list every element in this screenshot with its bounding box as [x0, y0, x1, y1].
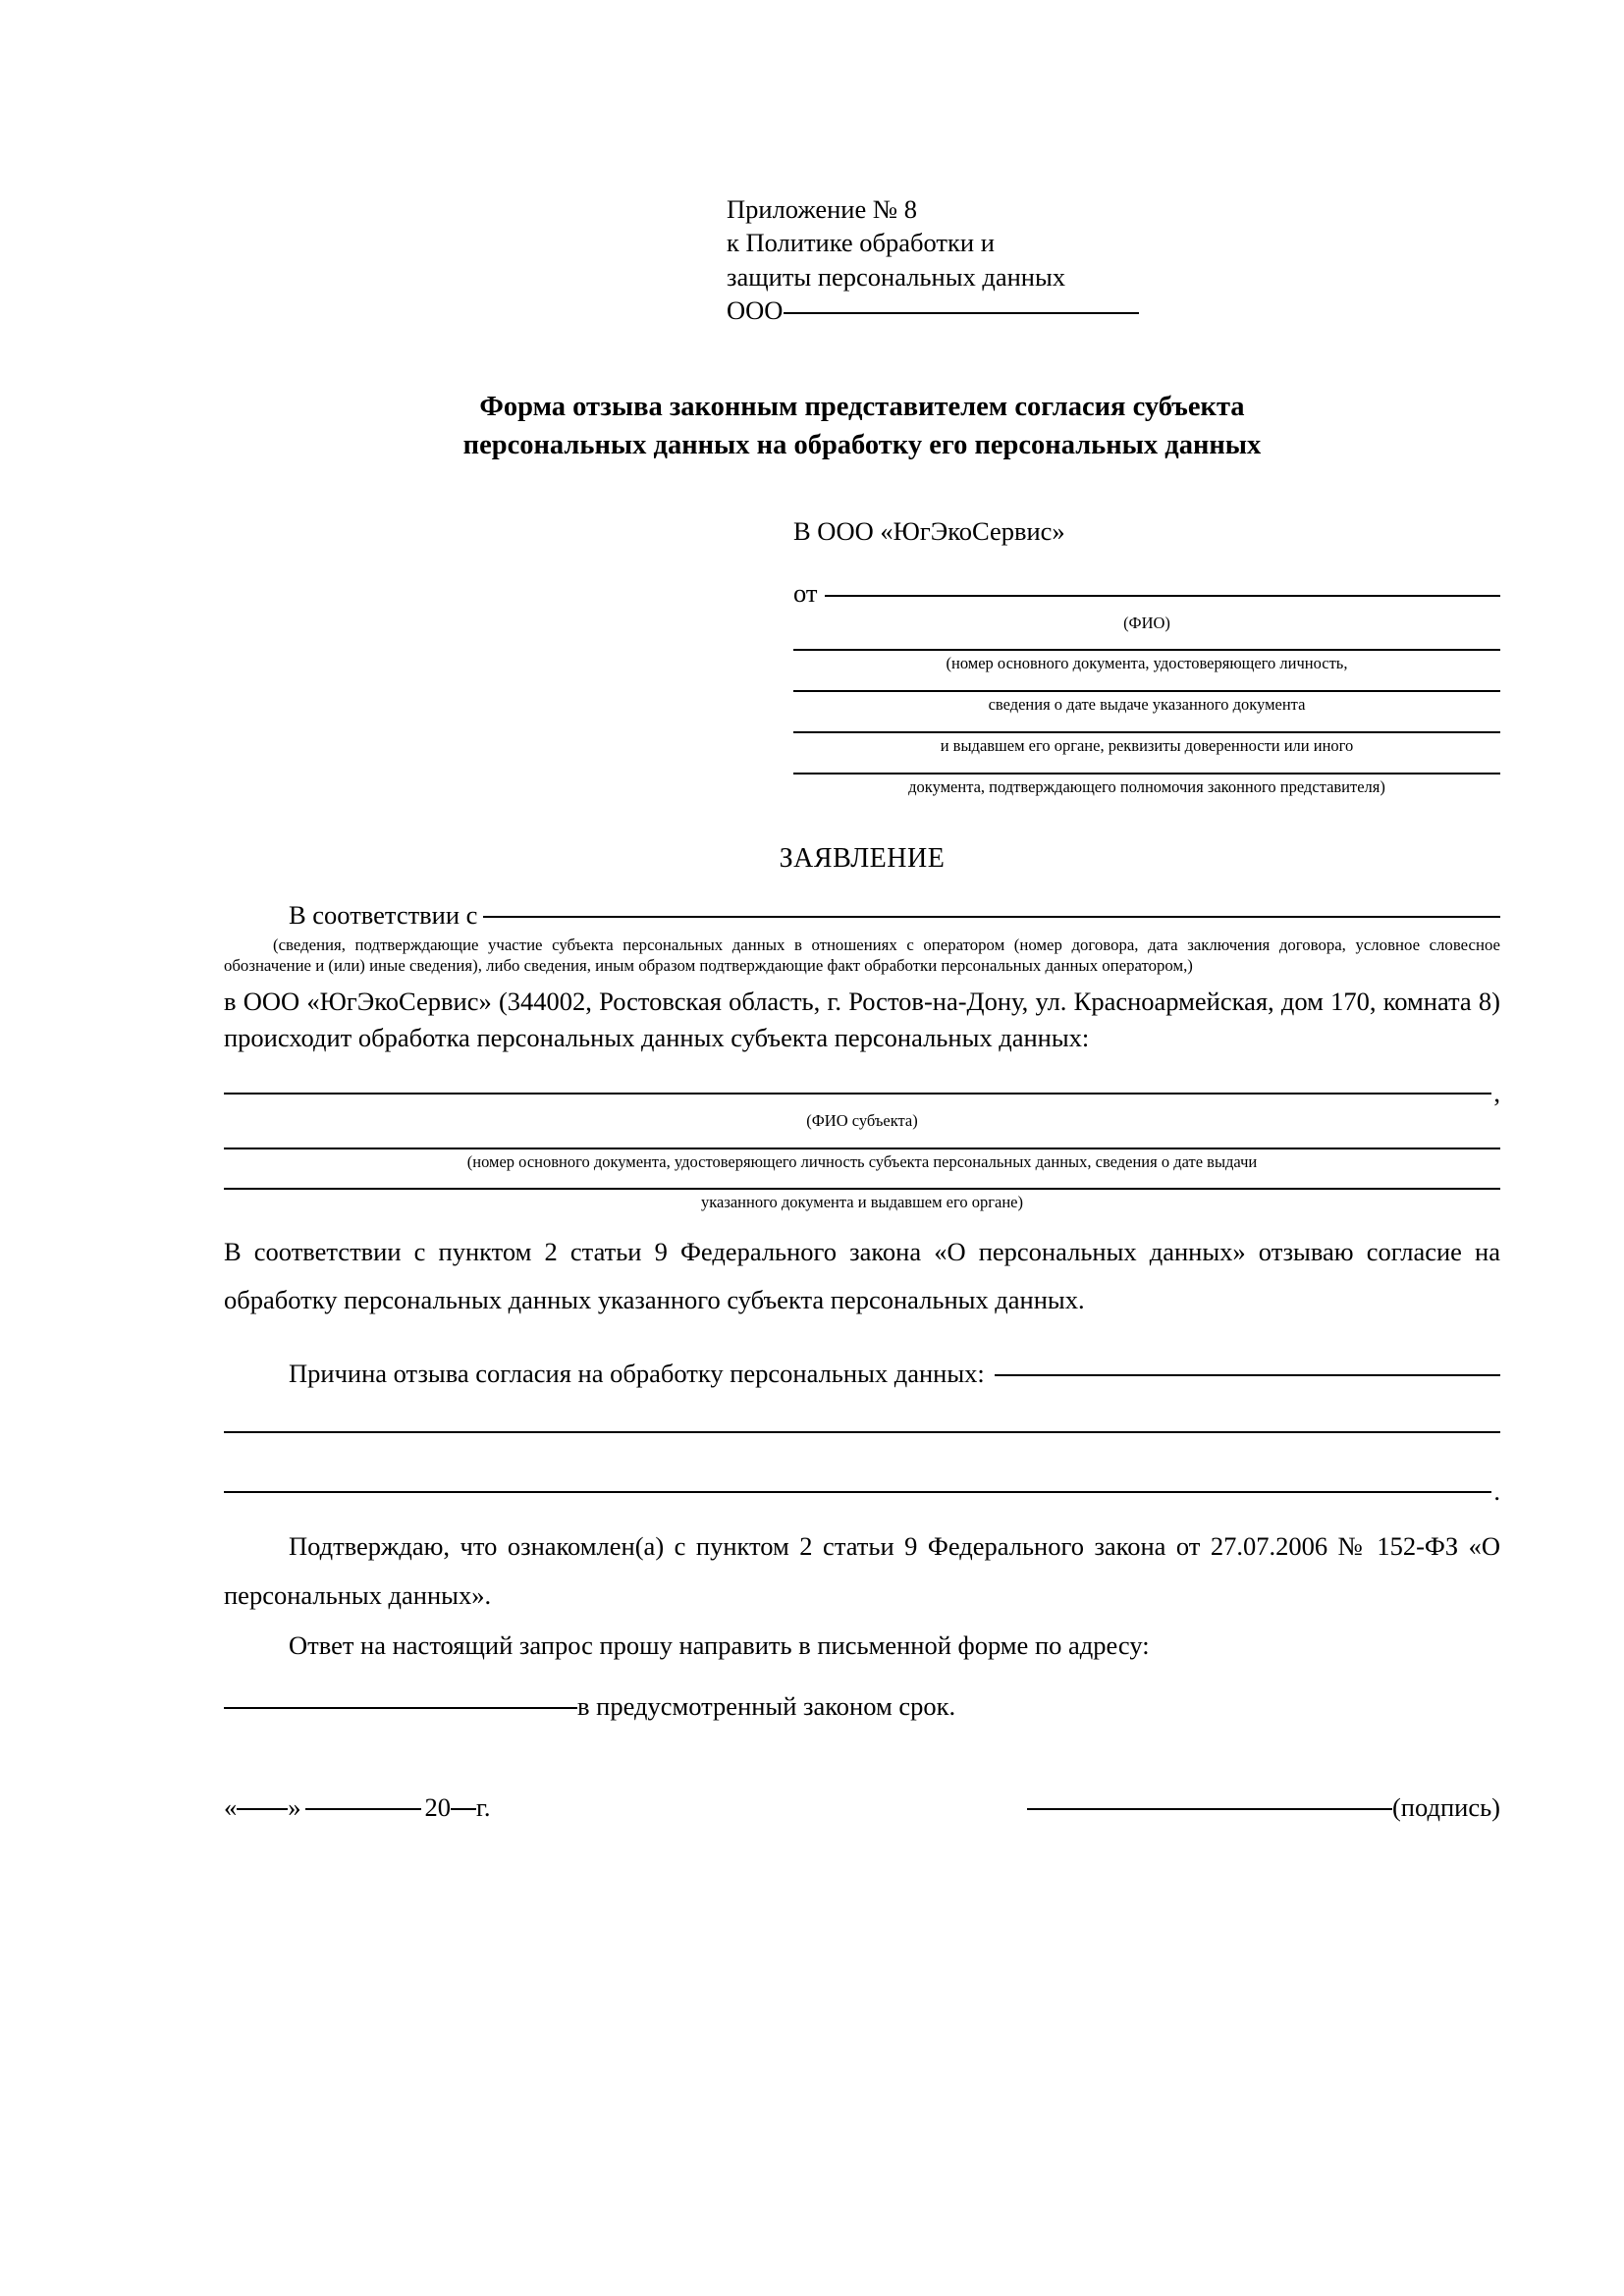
date-year-suffix: г.: [476, 1792, 491, 1823]
doc-issue-date-blank[interactable]: [793, 690, 1500, 692]
reason-blank-3[interactable]: [224, 1491, 1491, 1493]
in-accordance-label: В соответствии с: [289, 900, 478, 931]
caption-fio: (ФИО): [1123, 613, 1170, 632]
appendix-policy-line-2: защиты персональных данных: [727, 261, 1066, 292]
appendix-organization-label: ООО: [727, 295, 784, 326]
signature-row: [224, 1792, 1500, 1823]
date-quote-open: «: [224, 1792, 238, 1823]
date-year-blank[interactable]: [451, 1808, 476, 1810]
appendix-number: Приложение № 8: [727, 194, 918, 224]
operator-paragraph: в ООО «ЮгЭкоСервис» (344002, Ростовская область, г. Ростов-на-Дону, ул. Красноармейская, дом 170, комната 8) происходит обработка персональных данных субъекта персональных данных:: [224, 986, 1500, 1052]
reason-label: Причина отзыва согласия на обработку персональных данных:: [289, 1358, 985, 1388]
subject-fio-row: [224, 1078, 1500, 1108]
caption-doc-number: (номер основного документа, удостоверяющего личность,: [946, 654, 1348, 673]
addressee-organization: В ООО «ЮгЭкоСервис»: [793, 516, 1065, 547]
subject-block: [224, 1078, 1500, 1212]
caption-fio-subject: (ФИО субъекта): [806, 1110, 918, 1130]
date-group: [224, 1792, 491, 1823]
in-accordance-blank[interactable]: [483, 916, 1500, 918]
subject-fio-comma: ,: [1493, 1077, 1500, 1107]
reason-blank-2[interactable]: [224, 1431, 1500, 1433]
from-row: [793, 577, 1500, 610]
subject-fio-blank[interactable]: [224, 1093, 1491, 1095]
confirm-paragraph: [224, 1522, 1500, 1620]
answer-address-row: [224, 1691, 1500, 1722]
answer-address-blank[interactable]: [224, 1707, 577, 1709]
from-label: от: [793, 578, 818, 609]
date-day-blank[interactable]: [237, 1808, 288, 1810]
page-title-line-2: персональных данных на обработку его персональных данных: [462, 429, 1262, 460]
reason-blank-1[interactable]: [995, 1374, 1500, 1376]
document-content: [224, 0, 1500, 1823]
fineprint-participation: [224, 934, 1500, 976]
fineprint-participation-text: (сведения, подтверждающие участие субъекта персональных данных в отношениях с оператором (номер договора, дата заключения договора, условное словесное обозначение и (или) иные сведения), либо сведения, иным образом подтверждающие факт обработки персональных данных оператором,): [224, 935, 1500, 976]
subject-doc-blank[interactable]: [224, 1148, 1500, 1149]
caption-issue-date: сведения о дате выдаче указанного документа: [988, 695, 1306, 715]
in-accordance-row: [224, 900, 1500, 931]
caption-authority: документа, подтверждающего полномочия законного представителя): [908, 776, 1385, 796]
signature-group: [1027, 1792, 1500, 1823]
answer-paragraph: [224, 1622, 1500, 1670]
date-quote-close: »: [288, 1792, 301, 1823]
appendix-organization-row: [727, 294, 1139, 327]
date-year-prefix: 20: [424, 1792, 451, 1823]
caption-subject-issuer: указанного документа и выдавшем его органе): [701, 1193, 1023, 1212]
doc-authority-blank[interactable]: [793, 773, 1500, 774]
signature-blank[interactable]: [1027, 1808, 1392, 1810]
signature-caption: (подпись): [1391, 1792, 1500, 1823]
revoke-paragraph: В соответствии с пунктом 2 статьи 9 Федерального закона «О персональных данных» отзываю согласие на обработку персональных данных указанного субъекта персональных данных.: [224, 1237, 1500, 1315]
date-month-blank[interactable]: [305, 1808, 421, 1810]
caption-issuer: и выдавшем его органе, реквизиты доверенности или иного: [940, 735, 1354, 755]
subject-issuer-blank[interactable]: [224, 1188, 1500, 1190]
answer-address-tail: в предусмотренный законом срок.: [577, 1691, 956, 1722]
page-title: [224, 389, 1500, 465]
appendix-header-block: [727, 192, 1139, 328]
page-title-line-1: Форма отзыва законным представителем согласия субъекта: [479, 391, 1245, 422]
answer-paragraph-text: Ответ на настоящий запрос прошу направить в письменной форме по адресу:: [289, 1629, 1150, 1660]
appendix-policy-line-1: к Политике обработки и: [727, 228, 995, 258]
addressee-block: [793, 515, 1500, 796]
doc-issuer-blank[interactable]: [793, 731, 1500, 733]
reason-row-3: [224, 1476, 1500, 1507]
confirm-paragraph-text: Подтверждаю, что ознакомлен(а) с пунктом 2 статьи 9 Федерального закона от 27.07.2006 № 152-ФЗ «О персональных данных».: [224, 1531, 1500, 1610]
statement-heading: ЗАЯВЛЕНИЕ: [779, 843, 946, 875]
appendix-organization-blank[interactable]: [784, 312, 1139, 314]
from-name-blank[interactable]: [825, 595, 1500, 597]
caption-subject-doc: (номер основного документа, удостоверяющего личность субъекта персональных данных, сведения о дате выдачи: [466, 1151, 1258, 1171]
doc-number-blank[interactable]: [793, 649, 1500, 651]
reason-row: [224, 1359, 1500, 1389]
reason-period: .: [1493, 1476, 1500, 1507]
